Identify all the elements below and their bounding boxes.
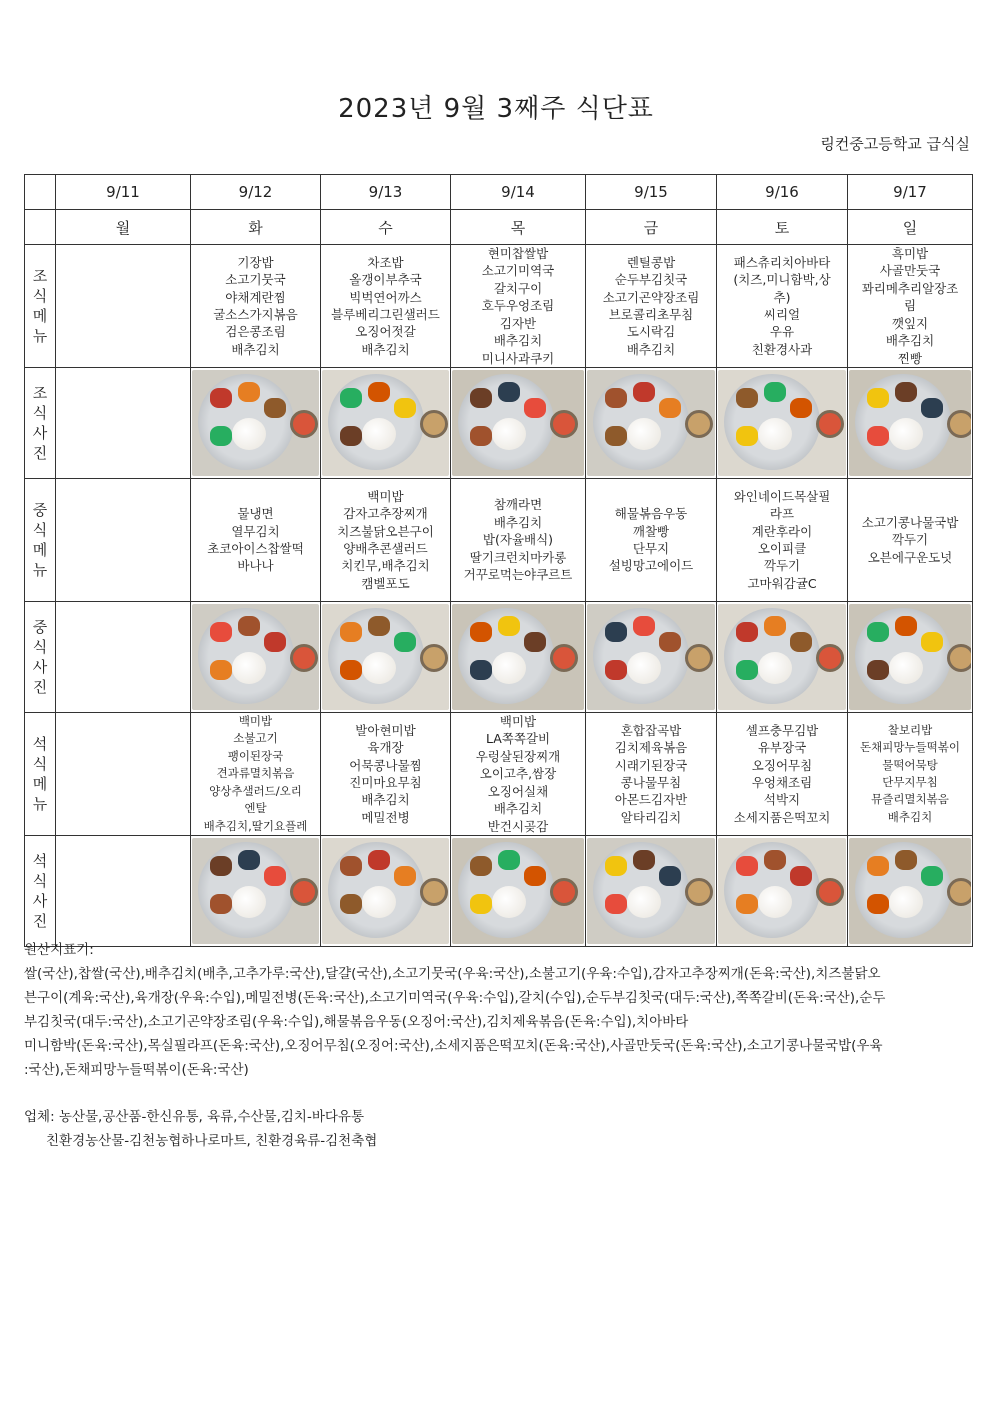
meal-tray-image: [322, 604, 449, 710]
side-dish-icon: [498, 616, 520, 636]
empty-photo-cell: [56, 602, 191, 713]
rice-icon: [232, 652, 266, 684]
side-dish-icon: [659, 866, 681, 886]
weekly-menu-table: [24, 174, 973, 947]
side-dish-icon: [736, 388, 758, 408]
soup-bowl-icon: [550, 878, 578, 906]
side-dish-icon: [210, 622, 232, 642]
lunch-photo: [717, 602, 848, 713]
rice-icon: [492, 652, 526, 684]
side-dish-icon: [659, 398, 681, 418]
meal-tray-image: [192, 604, 319, 710]
dinner-menu-cell: 셀프충무김밥 유부장국 오징어무침 우엉채조림 석박지 소세지품은떡꼬치: [717, 713, 848, 836]
soup-bowl-icon: [420, 410, 448, 438]
meal-tray-image: [192, 370, 319, 476]
side-dish-icon: [524, 398, 546, 418]
soup-bowl-icon: [816, 410, 844, 438]
weekday-row: [25, 210, 973, 245]
weekday-cell: 목: [451, 210, 586, 245]
meal-tray-image: [849, 604, 971, 710]
side-dish-icon: [210, 894, 232, 914]
meal-tray-image: [322, 838, 449, 944]
side-dish-icon: [736, 894, 758, 914]
side-dish-icon: [867, 622, 889, 642]
side-dish-icon: [921, 866, 943, 886]
breakfast-photo: [848, 368, 973, 479]
side-dish-icon: [895, 382, 917, 402]
dinner-menu-label: 석 식 메 뉴: [25, 713, 56, 836]
rice-icon: [232, 886, 266, 918]
origin-line: 븐구이(계육:국산),육개장(우육:수입),메밀전병(돈육:국산),소고기미역국(우육:수입),갈치(수입),순두부김칫국(대두:국산),쪽쪽갈비(돈육:국산),순두: [24, 990, 886, 1006]
rice-icon: [362, 886, 396, 918]
side-dish-icon: [264, 866, 286, 886]
breakfast-menu-cell: 패스츄리치아바타 (치즈,미니함박,상 추) 씨리얼 우유 친환경사과: [717, 245, 848, 368]
dinner-photo: [451, 836, 586, 947]
side-dish-icon: [470, 426, 492, 446]
breakfast-menu-row: [25, 245, 973, 368]
soup-bowl-icon: [685, 878, 713, 906]
side-dish-icon: [470, 894, 492, 914]
side-dish-icon: [210, 660, 232, 680]
lunch-photo: [848, 602, 973, 713]
side-dish-icon: [659, 632, 681, 652]
lunch-menu-cell: 소고기콩나물국밥 깍두기 오븐에구운도넛: [848, 479, 973, 602]
soup-bowl-icon: [685, 410, 713, 438]
side-dish-icon: [633, 382, 655, 402]
meal-tray-image: [452, 604, 584, 710]
rice-icon: [758, 886, 792, 918]
dinner-menu-cell: 찰보리밥 돈채피망누들떡볶이 물떡어묵탕 단무지무침 뮤즐리멸치볶음 배추김치: [848, 713, 973, 836]
meal-tray-image: [452, 838, 584, 944]
side-dish-icon: [790, 866, 812, 886]
rice-icon: [627, 418, 661, 450]
soup-bowl-icon: [685, 644, 713, 672]
supplier-line: 친환경농산물-김천농협하나로마트, 친환경육류-김천축협: [46, 1133, 378, 1149]
date-cell: 9/17: [848, 175, 973, 210]
meal-tray-image: [718, 604, 846, 710]
rice-icon: [492, 418, 526, 450]
lunch-photo: [191, 602, 321, 713]
side-dish-icon: [340, 856, 362, 876]
dinner-photo: [191, 836, 321, 947]
side-dish-icon: [264, 398, 286, 418]
side-dish-icon: [764, 382, 786, 402]
side-dish-icon: [736, 856, 758, 876]
side-dish-icon: [790, 632, 812, 652]
rice-icon: [889, 652, 923, 684]
soup-bowl-icon: [550, 410, 578, 438]
date-cell: 9/13: [321, 175, 451, 210]
breakfast-photo: [451, 368, 586, 479]
dinner-photo: [848, 836, 973, 947]
breakfast-menu-cell: 흑미밥 사골만둣국 꽈리메추리알장조 림 깻잎지 배추김치 찐빵: [848, 245, 973, 368]
meal-tray-image: [452, 370, 584, 476]
date-cell: 9/16: [717, 175, 848, 210]
dinner-photo-row: [25, 836, 973, 947]
side-dish-icon: [238, 616, 260, 636]
meal-tray-image: [849, 370, 971, 476]
side-dish-icon: [368, 850, 390, 870]
soup-bowl-icon: [290, 410, 318, 438]
origin-line: 쌀(국산),찹쌀(국산),배추김치(배추,고추가루:국산),달걀(국산),소고기뭇국(우육:국산),소불고기(우육:수입),감자고추장찌개(돈육:국산),치즈불닭오: [24, 966, 881, 982]
side-dish-icon: [867, 426, 889, 446]
origin-line: :국산),돈채피망누들떡볶이(돈육:국산): [24, 1062, 249, 1078]
weekday-cell: 수: [321, 210, 451, 245]
dinner-menu-cell: 백미밥 소불고기 팽이된장국 견과류멸치볶음 양상추샐러드/오리 엔탈 배추김치,딸기요플레: [191, 713, 321, 836]
origin-heading: 원산지표기:: [24, 942, 94, 958]
lunch-menu-cell: 물냉면 열무김치 초코아이스찹쌀떡 바나나: [191, 479, 321, 602]
soup-bowl-icon: [550, 644, 578, 672]
side-dish-icon: [368, 382, 390, 402]
side-dish-icon: [736, 622, 758, 642]
lunch-photo: [321, 602, 451, 713]
lunch-photo: [586, 602, 717, 713]
breakfast-menu-cell: 기장밥 소고기뭇국 야채계란찜 굴소스가지볶음 검은콩조림 배추김치: [191, 245, 321, 368]
meal-tray-image: [192, 838, 319, 944]
side-dish-icon: [764, 616, 786, 636]
breakfast-menu-cell: [56, 245, 191, 368]
side-dish-icon: [921, 398, 943, 418]
lunch-menu-row: [25, 479, 973, 602]
dinner-menu-cell: 발아현미밥 육개장 어묵콩나물찜 진미마요무침 배추김치 메밀전병: [321, 713, 451, 836]
breakfast-photo-label: 조 식 사 진: [25, 368, 56, 479]
soup-bowl-icon: [290, 644, 318, 672]
side-dish-icon: [895, 616, 917, 636]
soup-bowl-icon: [290, 878, 318, 906]
supplier-line: 업체: 농산물,공산품-한신유통, 육류,수산물,김치-바다유통: [24, 1109, 364, 1125]
breakfast-photo: [586, 368, 717, 479]
side-dish-icon: [867, 894, 889, 914]
dinner-photo: [717, 836, 848, 947]
side-dish-icon: [470, 388, 492, 408]
side-dish-icon: [605, 660, 627, 680]
side-dish-icon: [470, 622, 492, 642]
dinner-menu-cell: 혼합잡곡밥 김치제육볶음 시래기된장국 콩나물무침 아몬드김자반 알타리김치: [586, 713, 717, 836]
soup-bowl-icon: [947, 644, 971, 672]
supplier-notes: [24, 1105, 377, 1153]
side-dish-icon: [238, 382, 260, 402]
date-cell: 9/11: [56, 175, 191, 210]
meal-tray-image: [587, 370, 715, 476]
side-dish-icon: [867, 660, 889, 680]
empty-photo-cell: [56, 836, 191, 947]
side-dish-icon: [368, 616, 390, 636]
side-dish-icon: [524, 866, 546, 886]
side-dish-icon: [867, 856, 889, 876]
side-dish-icon: [210, 856, 232, 876]
weekday-cell: 화: [191, 210, 321, 245]
soup-bowl-icon: [420, 878, 448, 906]
meal-tray-image: [322, 370, 449, 476]
side-dish-icon: [921, 632, 943, 652]
side-dish-icon: [394, 866, 416, 886]
side-dish-icon: [340, 660, 362, 680]
meal-tray-image: [849, 838, 971, 944]
side-dish-icon: [895, 850, 917, 870]
lunch-menu-cell: [56, 479, 191, 602]
side-dish-icon: [736, 426, 758, 446]
lunch-photo: [451, 602, 586, 713]
breakfast-menu-label: 조 식 메 뉴: [25, 245, 56, 368]
rice-icon: [889, 418, 923, 450]
date-cell: 9/14: [451, 175, 586, 210]
school-cafeteria-label: 링컨중고등학교 급식실: [820, 135, 970, 153]
origin-line: 미니함박(돈육:국산),목실필라프(돈육:국산),오징어무침(오징어:국산),소세지품은떡꼬치(돈육:국산),사골만둣국(돈육:국산),소고기콩나물국밥(우육: [24, 1038, 883, 1054]
breakfast-photo-row: [25, 368, 973, 479]
rice-icon: [492, 886, 526, 918]
side-dish-icon: [210, 426, 232, 446]
side-dish-icon: [238, 850, 260, 870]
rice-icon: [627, 886, 661, 918]
side-dish-icon: [605, 856, 627, 876]
side-dish-icon: [470, 660, 492, 680]
dinner-menu-cell: [56, 713, 191, 836]
lunch-menu-label: 중 식 메 뉴: [25, 479, 56, 602]
side-dish-icon: [736, 660, 758, 680]
side-dish-icon: [210, 388, 232, 408]
side-dish-icon: [394, 632, 416, 652]
meal-tray-image: [587, 838, 715, 944]
weekday-cell: 금: [586, 210, 717, 245]
side-dish-icon: [605, 388, 627, 408]
side-dish-icon: [605, 622, 627, 642]
breakfast-photo: [191, 368, 321, 479]
breakfast-photo: [321, 368, 451, 479]
rice-icon: [362, 418, 396, 450]
side-dish-icon: [340, 426, 362, 446]
corner-cell: [25, 210, 56, 245]
meal-tray-image: [718, 370, 846, 476]
breakfast-menu-cell: 차조밥 올갱이부추국 빅벅연어까스 블루베리그린샐러드 오징어젓갈 배추김치: [321, 245, 451, 368]
dinner-photo-label: 석 식 사 진: [25, 836, 56, 947]
rice-icon: [627, 652, 661, 684]
date-cell: 9/15: [586, 175, 717, 210]
breakfast-menu-cell: 렌틸콩밥 순두부김칫국 소고기곤약장조림 브로콜리초무침 도시락김 배추김치: [586, 245, 717, 368]
weekday-cell: 토: [717, 210, 848, 245]
side-dish-icon: [470, 856, 492, 876]
side-dish-icon: [605, 894, 627, 914]
date-cell: 9/12: [191, 175, 321, 210]
soup-bowl-icon: [816, 878, 844, 906]
side-dish-icon: [340, 388, 362, 408]
meal-tray-image: [587, 604, 715, 710]
empty-photo-cell: [56, 368, 191, 479]
rice-icon: [232, 418, 266, 450]
dinner-photo: [321, 836, 451, 947]
side-dish-icon: [264, 632, 286, 652]
corner-cell: [25, 175, 56, 210]
lunch-photo-row: [25, 602, 973, 713]
side-dish-icon: [498, 382, 520, 402]
weekday-cell: 일: [848, 210, 973, 245]
date-row: [25, 175, 973, 210]
side-dish-icon: [394, 398, 416, 418]
lunch-menu-cell: 참깨라면 배추김치 밥(자율배식) 딸기크런치마카롱 거꾸로먹는야쿠르트: [451, 479, 586, 602]
lunch-menu-cell: 와인네이드목살필 라프 계란후라이 오이피클 깍두기 고마워감귤C: [717, 479, 848, 602]
weekday-cell: 월: [56, 210, 191, 245]
side-dish-icon: [633, 616, 655, 636]
side-dish-icon: [867, 388, 889, 408]
side-dish-icon: [498, 850, 520, 870]
dinner-photo: [586, 836, 717, 947]
page-title: 2023년 9월 3째주 식단표: [338, 94, 654, 124]
side-dish-icon: [790, 398, 812, 418]
side-dish-icon: [605, 426, 627, 446]
breakfast-photo: [717, 368, 848, 479]
soup-bowl-icon: [947, 878, 971, 906]
rice-icon: [758, 652, 792, 684]
lunch-photo-label: 중 식 사 진: [25, 602, 56, 713]
origin-notes: [24, 938, 972, 1082]
dinner-menu-cell: 백미밥 LA쪽쪽갈비 우렁살된장찌개 오이고추,쌈장 오징어실채 배추김치 반건시곶감: [451, 713, 586, 836]
side-dish-icon: [633, 850, 655, 870]
lunch-menu-cell: 백미밥 감자고추장찌개 치즈불닭오븐구이 양배추콘샐러드 치킨무,배추김치 캠벨포도: [321, 479, 451, 602]
origin-line: 부김칫국(대두:국산),소고기곤약장조림(우육:수입),해물볶음우동(오징어:국산),김치제육볶음(돈육:수입),치아바타: [24, 1014, 689, 1030]
meal-tray-image: [718, 838, 846, 944]
soup-bowl-icon: [420, 644, 448, 672]
breakfast-menu-cell: 현미찹쌀밥 소고기미역국 갈치구이 호두우엉조림 김자반 배추김치 미니사과쿠키: [451, 245, 586, 368]
side-dish-icon: [764, 850, 786, 870]
side-dish-icon: [524, 632, 546, 652]
rice-icon: [362, 652, 396, 684]
soup-bowl-icon: [816, 644, 844, 672]
side-dish-icon: [340, 894, 362, 914]
rice-icon: [758, 418, 792, 450]
rice-icon: [889, 886, 923, 918]
dinner-menu-row: [25, 713, 973, 836]
soup-bowl-icon: [947, 410, 971, 438]
side-dish-icon: [340, 622, 362, 642]
lunch-menu-cell: 해물볶음우동 깨찰빵 단무지 설빙망고에이드: [586, 479, 717, 602]
